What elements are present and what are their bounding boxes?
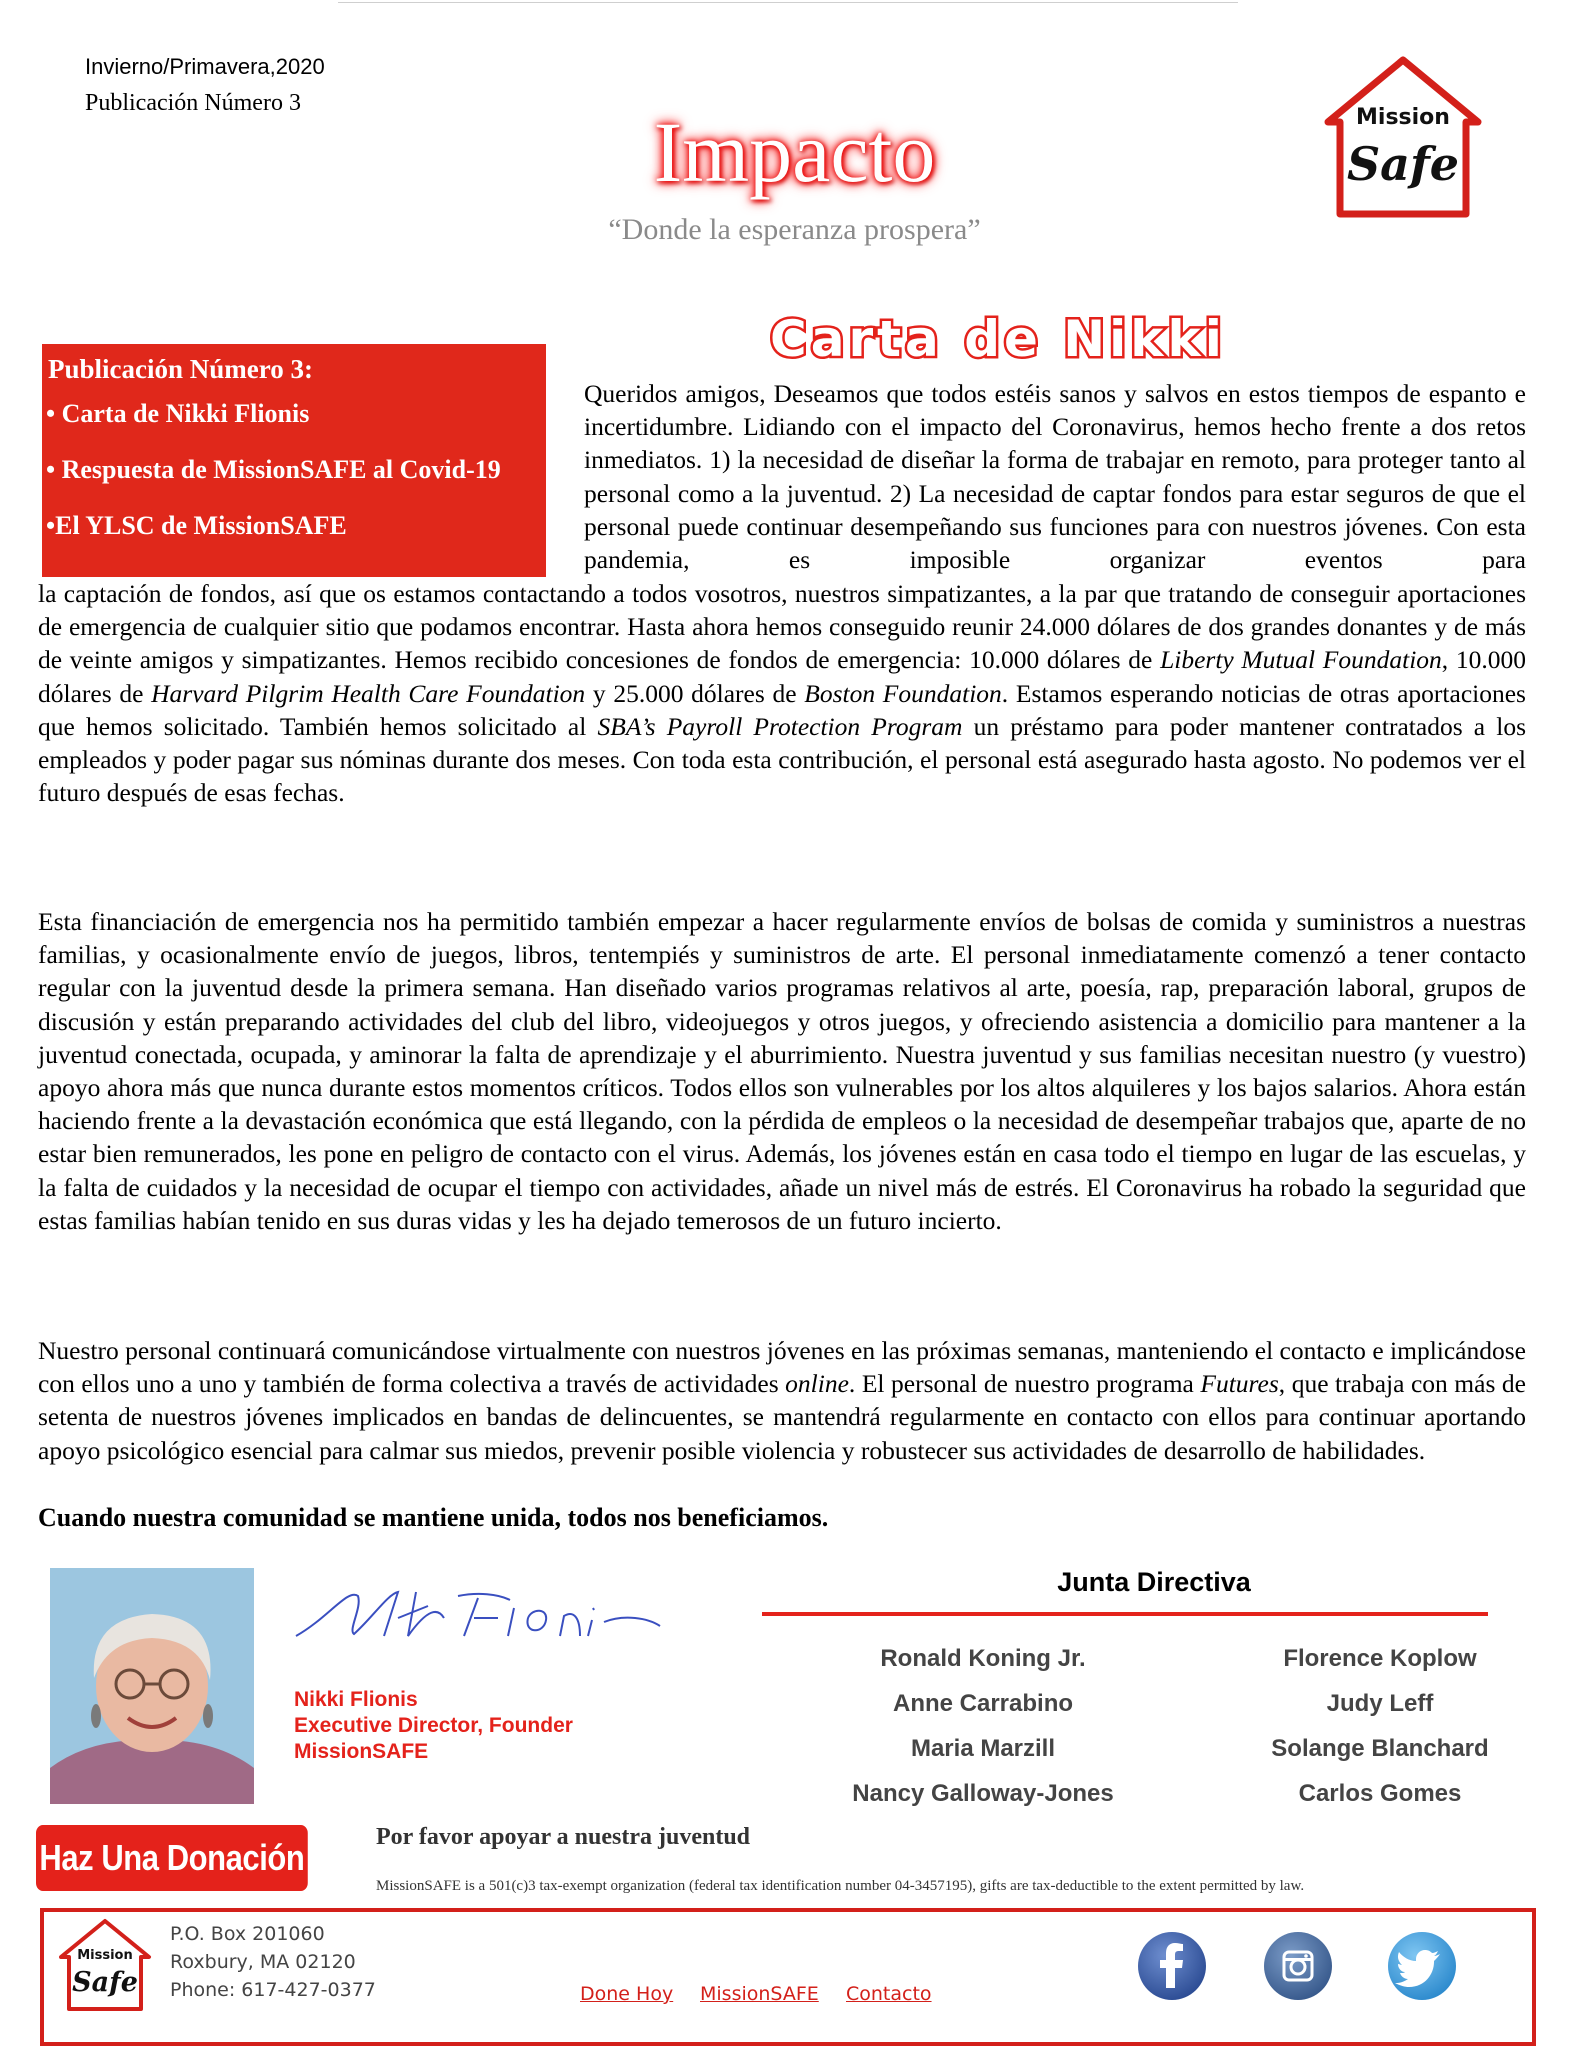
board-member: Solange Blanchard (1271, 1735, 1489, 1762)
letter-paragraph-3: Nuestro personal continuará comunicándose virtualmente con nuestros jóvenes en las próximas semanas, manteniendo el contacto e implicándose con ellos uno a uno y también de forma colectiva a través de actividades online. El personal de nuestro programa Futures, que trabaja con más de setenta de nuestros jóvenes implicados en bandas de delincuentes, se mantendrá regularmente en contacto con ellos para continuar aportando apoyo psicológico esencial para calmar sus miedos, prevenir posible violencia y robustecer sus actividades de desarrollo de habilidades. (38, 1336, 1526, 1465)
phone-number: Phone: 617-427-0377 (170, 1979, 376, 2001)
contents-title: Publicación Número 3: (48, 354, 313, 384)
letter-paragraph-1: la captación de fondos, así que os estamos contactando a todos vosotros, nuestros simpatizantes, a la par que tratando de conseguir aportaciones de emergencia de cualquier sitio que podamos encontrar. Hasta ahora hemos conseguido reunir 24.000 dólares de dos grandes donantes y de más de veinte amigos y simpatizantes. Hemos recibido concesiones de fondos de emergencia: 10.000 dólares de Liberty Mutual Foundation, 10.000 dólares de Harvard Pilgrim Health Care Foundation y 25.000 dólares de Boston Foundation. Estamos esperando noticias de otras aportaciones que hemos solicitado. También hemos solicitado al SBA’s Payroll Protection Program un préstamo para poder mantener contratados a los empleados y poder pagar sus nóminas durante dos meses. Con toda esta contribución, el personal está asegurado hasta agosto. No podemos ver el futuro después de esas fechas. (38, 579, 1527, 808)
letter-closing: Cuando nuestra comunidad se mantiene unida, todos nos beneficiamos. (38, 1503, 829, 1532)
issue-number: Publicación Número 3 (85, 90, 301, 116)
letter-title (678, 310, 1318, 366)
link-missionsafe[interactable]: MissionSAFE (700, 1983, 819, 2005)
svg-text:Safe: Safe (72, 1967, 138, 1998)
author-photo (50, 1568, 254, 1804)
board-member: Anne Carrabino (892, 1690, 1074, 1717)
logo-text-top: Mission (1356, 105, 1450, 130)
top-divider (338, 2, 1238, 3)
board-member: Carlos Gomes (1298, 1780, 1462, 1807)
address-line: P.O. Box 201060 (170, 1923, 325, 1945)
signature-block (294, 1687, 573, 1765)
board-member: Ronald Koning Jr. (880, 1645, 1086, 1672)
board-members-right (1220, 1636, 1540, 1816)
contents-item: •El YLSC de MissionSAFE (46, 511, 347, 540)
board-title: Junta Directiva (1057, 1567, 1251, 1597)
board-divider (762, 1612, 1488, 1616)
twitter-icon[interactable] (1386, 1930, 1458, 2002)
signer-org: MissionSAFE (294, 1740, 429, 1763)
donate-button[interactable]: Haz Una Donación (36, 1825, 308, 1891)
newsletter-title: Impacto (653, 104, 936, 200)
signer-role: Executive Director, Founder (294, 1714, 573, 1737)
issue-contents-box (42, 344, 546, 577)
board-member: Florence Koplow (1283, 1645, 1477, 1672)
letter-paragraph-2: Esta financiación de emergencia nos ha permitido también empezar a hacer regularmente envíos de bolsas de comida y suministros a nuestras familias, y ocasionalmente envío de juegos, libros, tentempiés y suministros de arte. El personal inmediatamente comenzó a tener contacto regular con la juventud desde la primera semana. Han diseñado varios programas relativos al arte, poesía, rap, preparación laboral, grupos de discusión y están preparando actividades del club del libro, videojuegos y otros juegos, y ofreciendo asistencia a domicilio para mantener a la juventud conectada, ocupada, y aminorar la falta de aprendizaje y el aburrimiento. Nuestra juventud y sus familias necesitan nuestro (y vuestro) apoyo ahora más que nunca durante estos momentos críticos. Todos ellos son vulnerables por los altos alquileres y los bajos salarios. Ahora están haciendo frente a la devastación económica que está llegando, con la pérdida de empleos o la necesidad de desempeñar trabajos que, aparte de no estar bien remunerados, les pone en peligro de contacto con el virus. Además, los jóvenes están en casa todo el tiempo en lugar de las escuelas, y la falta de cuidados y la necesidad de ocupar el tiempo con actividades, añade un nivel más de estrés. El Coronavirus ha robado la seguridad que estas familias habían tenido en sus duras vidas y les ha dejado temerosos de un futuro incierto. (38, 907, 1526, 1235)
support-text: Por favor apoyar a nuestra juventud (376, 1824, 751, 1850)
board-member: Judy Leff (1326, 1690, 1434, 1717)
letter-title-text: Carta de Nikki (770, 310, 1226, 366)
footer-address (170, 1920, 376, 2004)
footer-missionsafe-logo (55, 1915, 155, 2015)
logo-text-bottom: Safe (1346, 137, 1460, 191)
board-member: Maria Marzill (910, 1735, 1056, 1762)
tax-disclaimer: MissionSAFE is a 501(c)3 tax-exempt organization (federal tax identification number 04-3457195), gifts are tax-deductible to the extent permitted by law. (376, 1878, 1305, 1894)
contents-item: • Carta de Nikki Flionis (46, 399, 310, 428)
signer-name: Nikki Flionis (294, 1688, 418, 1711)
newsletter-tagline: “Donde la esperanza prospera” (608, 213, 981, 246)
board-member: Nancy Galloway-Jones (852, 1780, 1114, 1807)
signature (288, 1578, 668, 1646)
instagram-icon[interactable] (1262, 1930, 1334, 2002)
link-contacto[interactable]: Contacto (846, 1983, 932, 2005)
link-done-hoy[interactable]: Done Hoy (580, 1983, 674, 2005)
issue-season: Invierno/Primavera,2020 (85, 54, 325, 79)
board-members-left (818, 1636, 1148, 1816)
missionsafe-logo (1318, 52, 1488, 222)
facebook-icon[interactable] (1136, 1930, 1208, 2002)
letter-paragraph-1-intro: Queridos amigos, Deseamos que todos estéis sanos y salvos en estos tiempos de espanto e incertidumbre. Lidiando con el impacto del Coronavirus, hemos hecho frente a dos retos inmediatos. 1) la necesidad de diseñar la forma de trabajar en remoto, para proteger tanto al personal como a la juventud. 2) La necesidad de captar fondos para estar seguros de que el personal puede continuar desempeñando sus funciones para con nuestros jóvenes. Con esta pandemia, es imposible organizar eventos para (584, 379, 1526, 575)
svg-text:Mission: Mission (77, 1948, 133, 1963)
contents-item: • Respuesta de MissionSAFE al Covid-19 (46, 455, 501, 484)
address-line: Roxbury, MA 02120 (170, 1951, 356, 1973)
